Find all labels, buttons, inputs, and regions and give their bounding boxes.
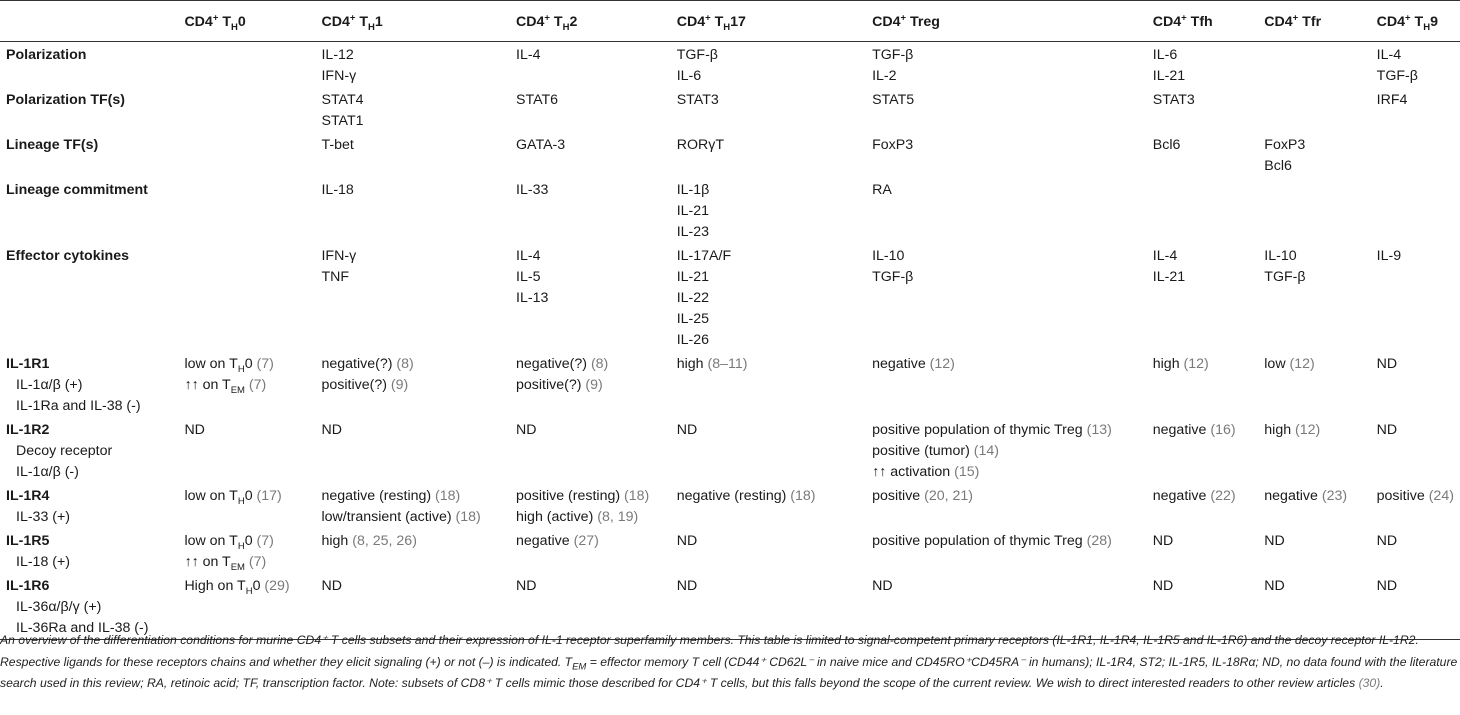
row-label: Lineage commitment [6, 182, 148, 198]
table-cell: IRF4 [1376, 92, 1408, 108]
table-cell: TGF-β IL-2 [872, 47, 914, 84]
table-cell: RORγT [676, 137, 725, 153]
table-cell: IL-12 IFN-γ [321, 47, 357, 84]
table-cell: ND [1152, 533, 1174, 549]
table-cell: GATA-3 [516, 137, 566, 153]
table-cell: positive population of thymic Treg (28) [872, 533, 1112, 549]
table-cell: STAT4 STAT1 [321, 92, 364, 129]
table-cell: IL-17A/F IL-21 IL-22 IL-25 IL-26 [676, 248, 732, 348]
table-cell: negative (16) [1152, 422, 1236, 438]
table-row [0, 177, 1460, 243]
row-label: Lineage TF(s) [6, 137, 99, 153]
column-header: CD4+ $T_H17$ [676, 11, 746, 33]
table-cell: positive (24) [1376, 488, 1454, 504]
table-cell: ND [321, 578, 342, 594]
row-label: Effector cytokines [6, 248, 129, 264]
table-cell: STAT6 [516, 92, 559, 108]
table-cell: ND [516, 422, 537, 438]
table-cell: ND [872, 578, 893, 594]
table-cell: FoxP3 Bcl6 [1264, 137, 1306, 174]
table-cell: ND [1376, 422, 1398, 438]
table-cell: TGF-β IL-6 [676, 47, 718, 84]
table-cell: ND [1376, 578, 1398, 594]
column-header: CD4+ $T_H0$ [184, 11, 246, 33]
table-cell: ND [1264, 533, 1285, 549]
table-cell: Bcl6 [1152, 137, 1181, 153]
table-cell [1147, 177, 1259, 243]
table-cell: ND [516, 578, 537, 594]
table-row [0, 243, 1460, 351]
table-cell: low on $T_H0$ (7) ↑↑ on $T_{EM}$ (7) [184, 356, 274, 396]
table-body [0, 42, 1460, 640]
table-cell [1371, 177, 1460, 243]
table-cell: ND [321, 422, 342, 438]
table-cell: IL-10 TGF-β [1264, 248, 1306, 285]
header-empty [0, 1, 178, 42]
table-cell [178, 87, 315, 132]
table-cell: IL-1β IL-21 IL-23 [676, 182, 710, 240]
table-cell: high (12) [1264, 422, 1321, 438]
table-cell: negative (23) [1264, 488, 1348, 504]
column-header: CD4+ $T_H1$ [321, 11, 383, 33]
header-row [0, 1, 1460, 42]
column-header: CD4+ Tfh [1152, 11, 1213, 30]
table-cell: IL-4 IL-5 IL-13 [516, 248, 549, 306]
table-cell: negative (12) [872, 356, 955, 372]
table-cell: ND [676, 422, 698, 438]
table-cell: ND [676, 533, 698, 549]
table-cell: ND [1376, 356, 1398, 372]
table-cell: ND [676, 578, 698, 594]
table-cell: low (12) [1264, 356, 1315, 372]
table-cell [178, 42, 315, 88]
table-row [0, 483, 1460, 528]
table-cell: STAT3 [676, 92, 719, 108]
table-cell: High on $T_H0$ (29) [184, 578, 290, 597]
row-label: IL-1R4 IL-33 (+) [6, 488, 71, 525]
table-cell: ND [184, 422, 205, 438]
table-cell: STAT3 [1152, 92, 1195, 108]
table-row [0, 417, 1460, 483]
column-header: CD4+ $T_H9$ [1376, 11, 1438, 33]
table-row [0, 132, 1460, 177]
table-row [0, 528, 1460, 573]
row-label: IL-1R2 Decoy receptor IL-1α/β (-) [6, 422, 113, 480]
table-cell [1371, 132, 1460, 177]
table-cell: negative (27) [516, 533, 599, 549]
table-cell: high (12) [1152, 356, 1209, 372]
table-cell: IL-10 TGF-β [872, 248, 914, 285]
table-row [0, 351, 1460, 417]
table-cell: IL-4 [516, 47, 541, 63]
table-cell: high (8, 25, 26) [321, 533, 417, 549]
table-cell: negative(?) (8) positive(?) (9) [321, 356, 414, 393]
table-cell: IL-4 IL-21 [1152, 248, 1186, 285]
table-cell: positive population of thymic Treg (13) positive (tumor) (14) ↑↑ activation (15) [872, 422, 1112, 480]
table-cell: negative (resting) (18) [676, 488, 816, 504]
table-cell: negative(?) (8) positive(?) (9) [516, 356, 609, 393]
row-label: IL-1R1 IL-1α/β (+) IL-1Ra and IL-38 (-) [6, 356, 141, 414]
row-label: Polarization [6, 47, 87, 63]
table-row [0, 87, 1460, 132]
table-cell: IFN-γ TNF [321, 248, 357, 285]
table-cell: IL-9 [1376, 248, 1402, 264]
table-cell: negative (22) [1152, 488, 1236, 504]
table-caption: An overview of the differentiation conditions for murine CD4⁺ T cells subsets and their expression of IL-1 receptor superfamily members. This table is limited to signal-competent primary receptors (IL-1R1, IL-1R4, IL-1R5 and IL-1R6) and the decoy receptor IL-1R2. Respective ligands for these receptors chains and whether they elicit signaling (+) or not (–) is indicated. $T_{EM}$ = effector memory T cell (CD44⁺ CD62L⁻ in naive mice and CD45RO⁺CD45RA⁻ in humans); IL-1R4, ST2; IL-1R5, IL-18Rα; ND, no data found with the literature search used in this review; RA, retinoic acid; TF, transcription factor. Note: subsets of CD8⁺ T cells mimic those described for CD4⁺ T cells, but this falls beyond the scope of the current review. We wish to direct interested readers to other review articles (30). [0, 633, 1458, 690]
table-cell: high (8–11) [676, 356, 748, 372]
table-cell: STAT5 [872, 92, 915, 108]
row-label: Polarization TF(s) [6, 92, 126, 108]
table-cell: ND [1152, 578, 1174, 594]
table-cell: IL-18 [321, 182, 354, 198]
table-cell: ND [1264, 578, 1285, 594]
table-cell: FoxP3 [872, 137, 914, 153]
column-header: CD4+ Treg [872, 11, 940, 30]
column-header: CD4+ Tfr [1264, 11, 1322, 30]
table-cell: IL-33 [516, 182, 549, 198]
table-cell [178, 177, 315, 243]
table-cell: negative (resting) (18) low/transient (active) (18) [321, 488, 481, 525]
table-cell: positive (resting) (18) high (active) (8, 19) [516, 488, 650, 525]
table-cell: ND [1376, 533, 1398, 549]
table-cell: RA [872, 182, 892, 198]
column-header: CD4+ $T_H2$ [516, 11, 578, 33]
row-label: IL-1R6 IL-36α/β/γ (+) IL-36Ra and IL-38 (-) [6, 578, 149, 636]
table-cell: IL-4 TGF-β [1376, 47, 1418, 84]
table-cell: IL-6 IL-21 [1152, 47, 1186, 84]
table-cell: low on $T_H0$ (17) [184, 488, 282, 507]
table-cell [1258, 177, 1370, 243]
table-cell [178, 132, 315, 177]
table-cell [178, 243, 315, 351]
row-label: IL-1R5 IL-18 (+) [6, 533, 71, 570]
table-cell: positive (20, 21) [872, 488, 974, 504]
table-row [0, 42, 1460, 88]
table-cell [1258, 87, 1370, 132]
table-cell: T-bet [321, 137, 354, 153]
table-cell: low on $T_H0$ (7) ↑↑ on $T_{EM}$ (7) [184, 533, 274, 573]
table-cell [1258, 42, 1370, 88]
